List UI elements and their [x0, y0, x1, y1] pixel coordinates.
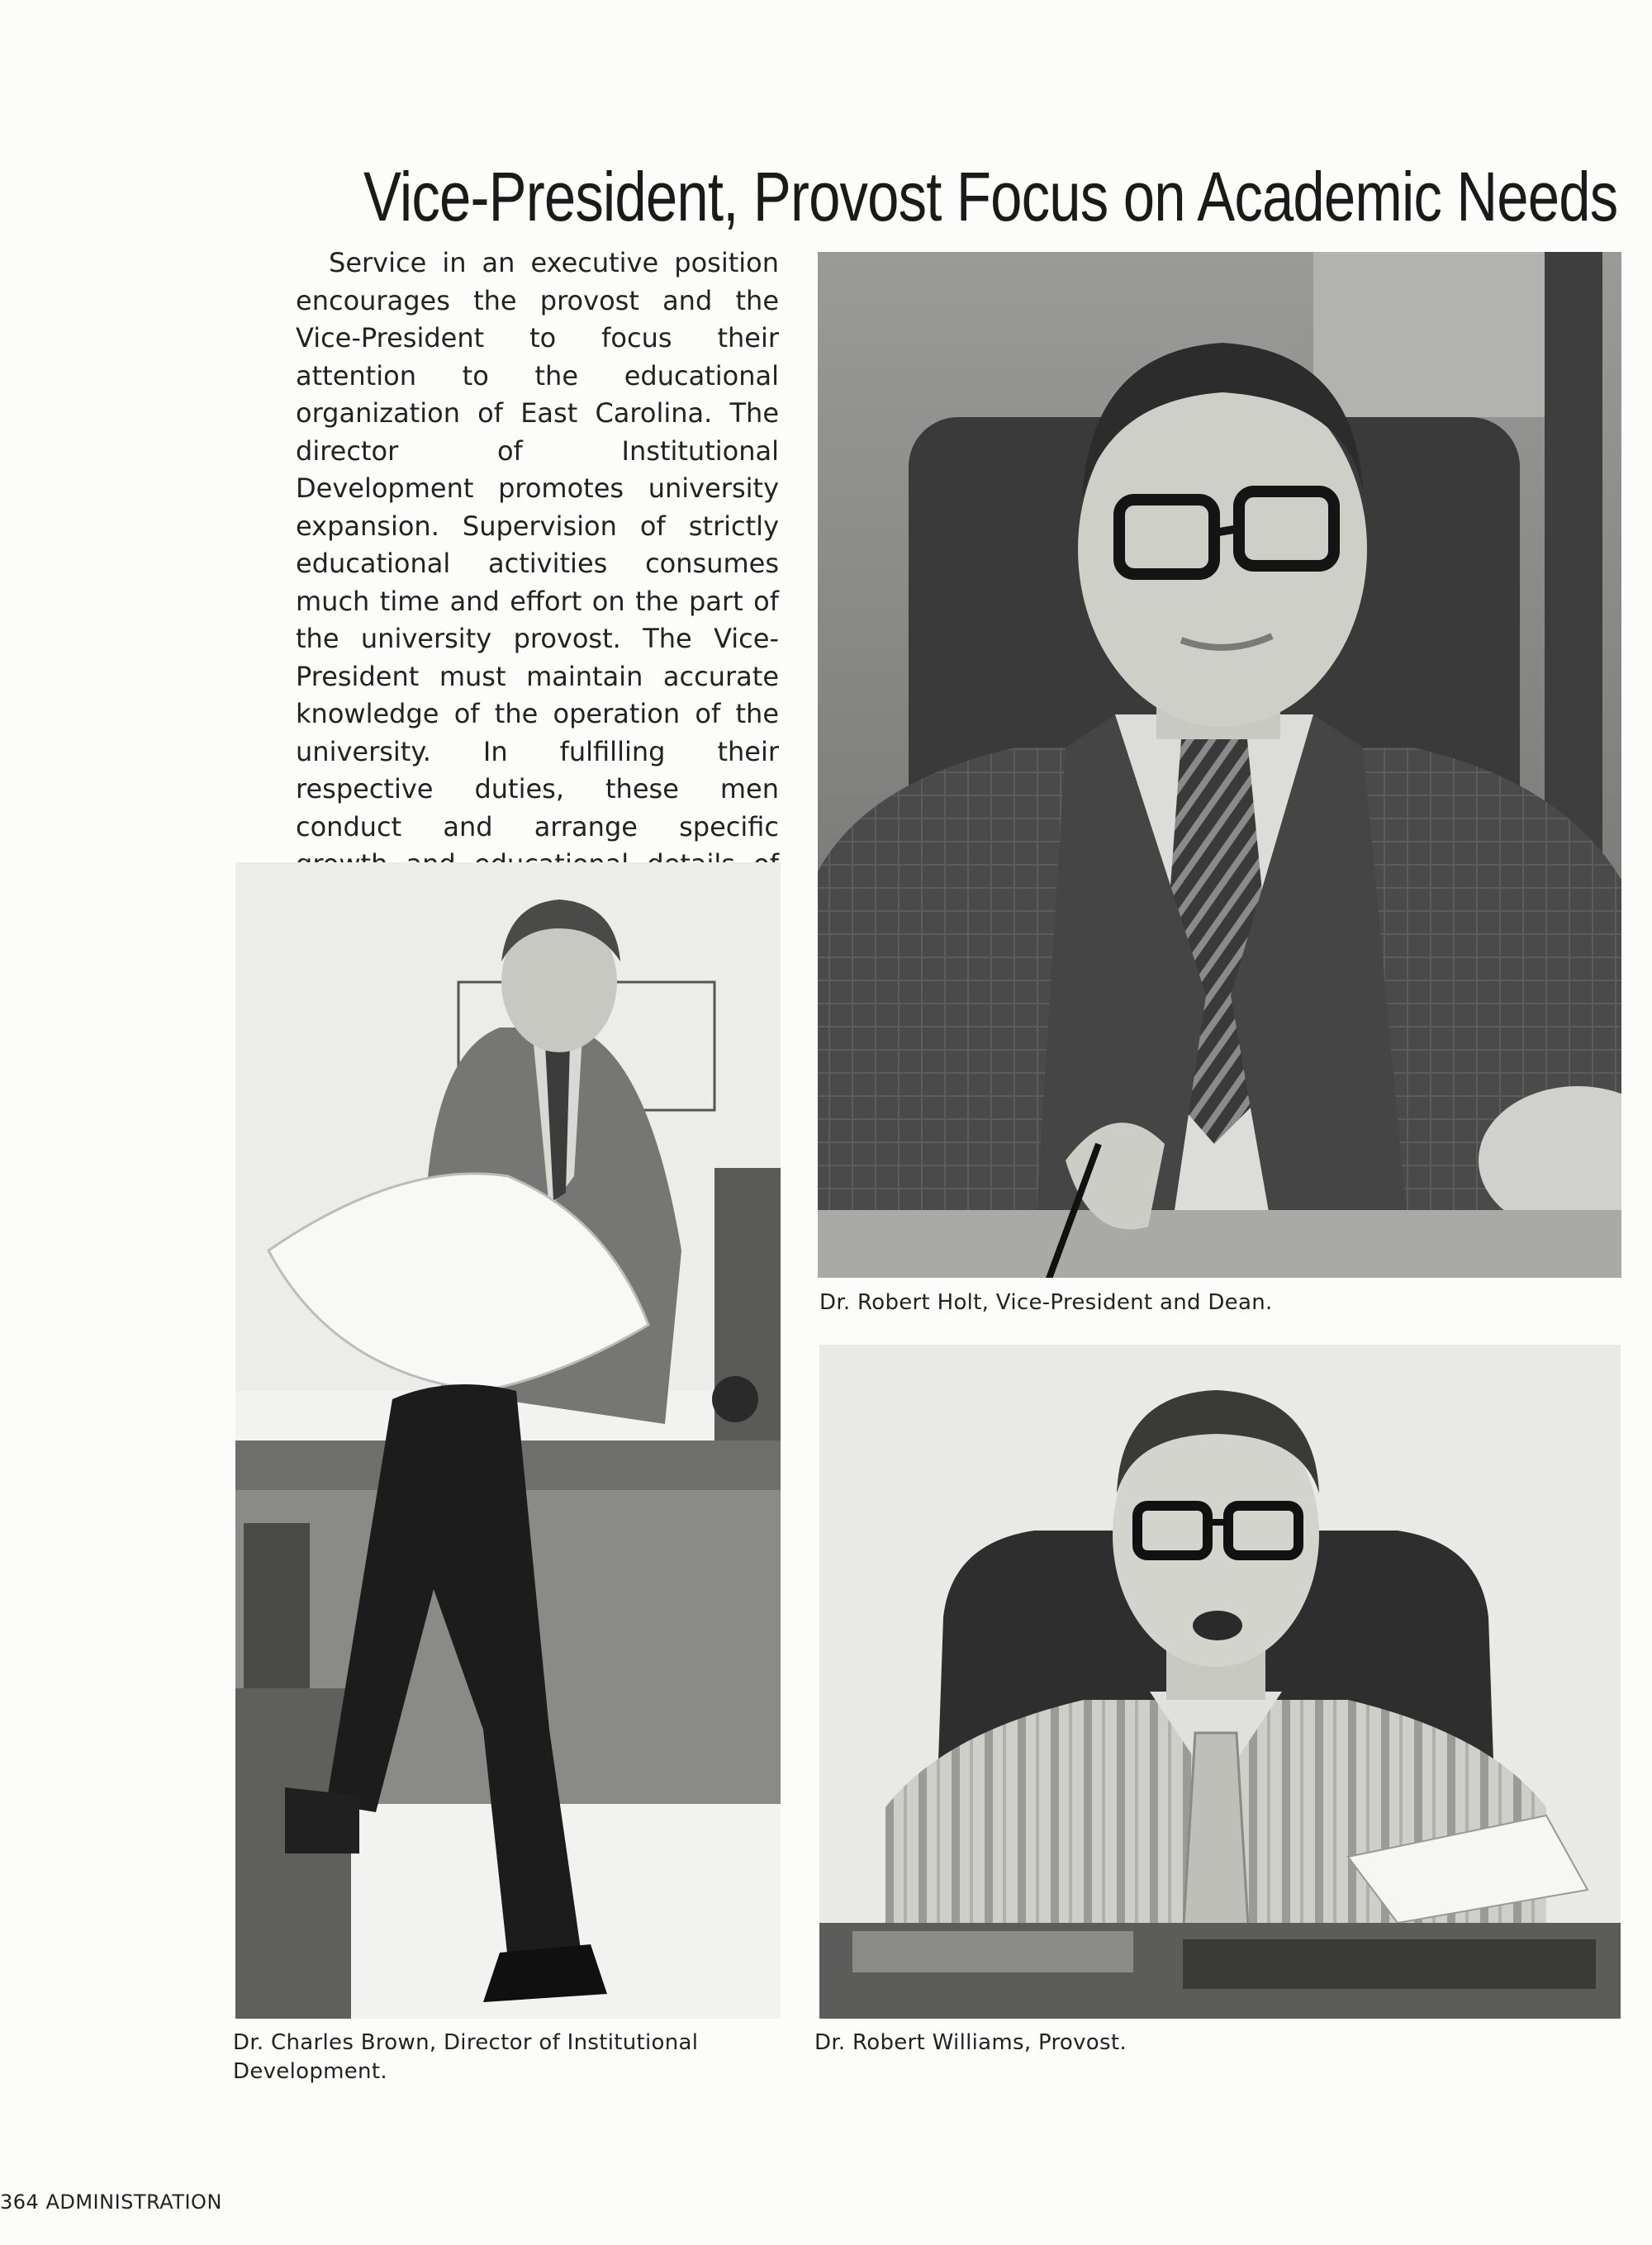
- caption-williams: Dr. Robert Williams, Provost.: [814, 2030, 1127, 2055]
- photo-charles-brown: [235, 862, 781, 2019]
- page-number: 364: [0, 2190, 40, 2214]
- section-name: ADMINISTRATION: [45, 2190, 222, 2214]
- photo-robert-holt: [818, 252, 1621, 1278]
- caption-brown: Dr. Charles Brown, Director of Institutional Development.: [233, 2030, 699, 2084]
- caption-holt: Dr. Robert Holt, Vice-President and Dean.: [819, 1290, 1273, 1315]
- body-paragraph: Service in an executive position encourages the provost and the Vice-President to focus their attention to the educational organization of East Carolina. The director of Institutional Development promotes university expansion. Supervision of strictly educational activities consumes much time and effort on the part of the university provost. The Vice-President must maintain accurate knowledge of the operation of the university. In fulfilling their respective duties, these men conduct and arrange specific: [296, 247, 779, 842]
- page-headline: Vice-President, Provost Focus on Academic Needs: [363, 158, 1618, 235]
- page-folio: [0, 2190, 222, 2214]
- photo-robert-williams: [819, 1345, 1621, 2019]
